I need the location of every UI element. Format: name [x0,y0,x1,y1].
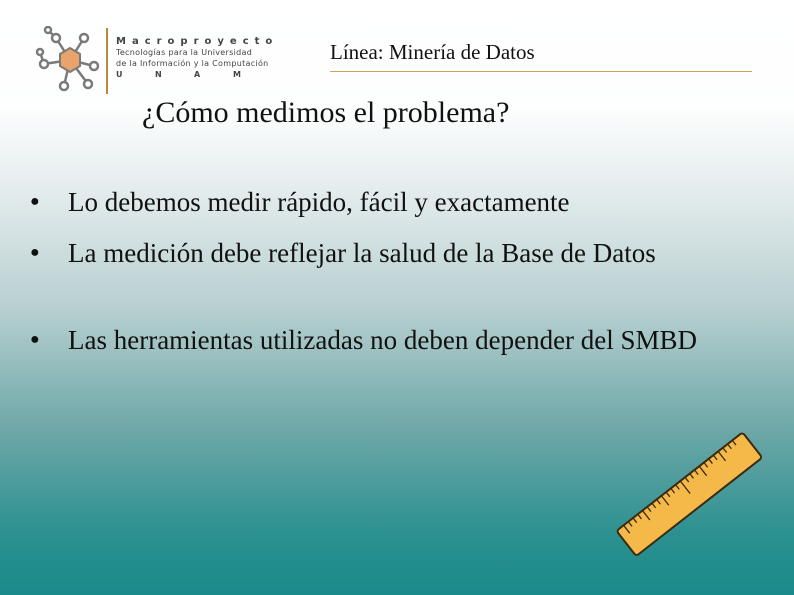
logo-line4 [116,70,278,79]
bullet-text: La medición debe reflejar la salud de la Base de Datos [68,238,656,268]
ruler-icon [605,420,775,570]
section-label: Línea: Minería de Datos [330,40,535,64]
bullet-item [30,322,730,358]
molecule-logo-icon [36,26,104,96]
bullet-dot-icon: ● [30,244,40,261]
logo-letter: U [116,70,123,79]
logo-line1: Macroproyecto [116,36,279,47]
logo-divider [106,28,108,94]
logo-letter: N [155,70,162,79]
logo-letter: M [233,70,241,79]
logo-line2: Tecnologías para la Universidad [116,48,253,57]
bullet-dot-icon: ● [30,331,40,348]
bullet-dot-icon: ● [30,193,40,210]
bullet-text: Las herramientas utilizadas no deben depender del SMBD [68,325,698,355]
logo-text [116,36,278,79]
logo-letter: A [194,70,201,79]
bullet-item [30,235,730,271]
slide-title: ¿Cómo medimos el problema? [142,96,510,129]
logo-line3: de la Información y la Computación [116,59,269,68]
bullet-item [30,184,730,220]
bullet-text: Lo debemos medir rápido, fácil y exactamente [68,187,570,217]
header-rule [330,71,752,72]
logo [36,26,279,96]
